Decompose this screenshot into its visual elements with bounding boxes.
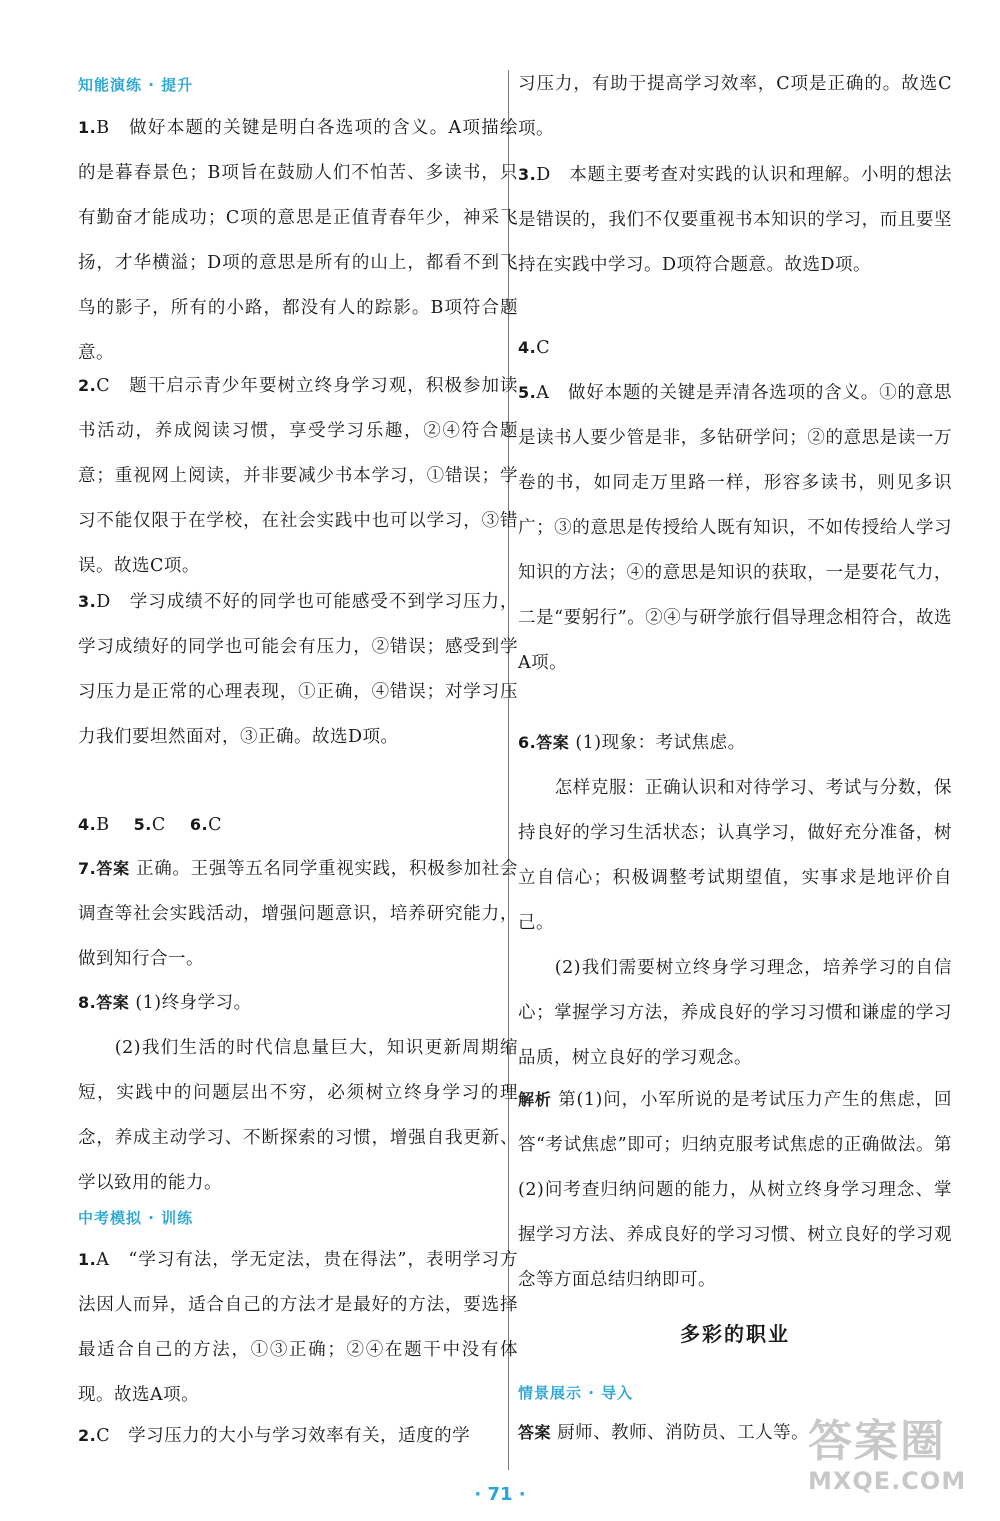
- analysis-text: 第(1)问，小军所说的是考试压力产生的焦虑，回答“考试焦虑”即可；归纳克服考试焦虑的正确做法。第(2)问考查归纳问题的能力，从树立终身学习理念、掌握学习方法、养成良好的学习习惯、树立良好的学习观念等方面总结归纳即可。: [518, 1090, 952, 1290]
- mock-answer-2-continued: 习压力，有助于提高学习效率，C项是正确的。故选C项。: [518, 74, 952, 139]
- mock-answer-4: [518, 325, 952, 371]
- answer-text: 厨师、教师、消防员、工人等。: [557, 1423, 810, 1443]
- answer-3: [78, 579, 518, 760]
- answer-paragraph: (2)我们生活的时代信息量巨大，知识更新周期缩短，实践中的问题层出不穷，必须树立终身学习的理念，养成主动学习、不断探索的习惯，增强自我更新、学以致用的能力。: [78, 1038, 518, 1193]
- analysis: [518, 1077, 952, 1303]
- mock-answer-5: [518, 370, 952, 686]
- mock-answer-6: [518, 720, 952, 1081]
- question-number: 6.: [189, 815, 209, 834]
- mock-answer-3: [518, 152, 952, 288]
- question-number: 3.: [78, 592, 97, 611]
- answer-8: [78, 980, 518, 1206]
- answer-text: D 学习成绩不好的同学也可能感受不到学习压力，学习成绩好的同学也可能会有压力，②错误；感受到学习压力是正常的心理表现，①正确，④错误；对学习压力我们要坦然面对，③正确。故选D项。: [78, 592, 518, 747]
- section-title-scenario: 情景展示 · 导入: [518, 1384, 634, 1402]
- answer-paragraph: 怎样克服：正确认识和对待学习、考试与分数，保持良好的学习生活状态；认真学习，做好充分准备，树立自信心；积极调整考试期望值，实事求是地评价自己。: [518, 778, 952, 933]
- page-number: · 71 ·: [474, 1484, 526, 1505]
- answer-2: [78, 363, 518, 589]
- answer-text: (1)现象：考试焦虑。: [575, 733, 746, 753]
- answer-text: C: [208, 815, 222, 835]
- question-number: 7.: [78, 859, 97, 878]
- answer-text: 正确。王强等五名同学重视实践，积极参加社会调查等社会实践活动，增强问题意识，培养研究能力，做到知行合一。: [78, 859, 518, 969]
- question-number: 4.: [78, 815, 97, 834]
- answer-text: B: [96, 815, 110, 835]
- question-number: 4.: [518, 338, 537, 357]
- question-number: 1.: [78, 1250, 97, 1269]
- watermark-logo: [808, 1417, 978, 1507]
- answer-text: C 学习压力的大小与学习效率有关，适度的学: [96, 1426, 471, 1446]
- answer-1: [78, 105, 518, 376]
- section-title-practice: 知能演练 · 提升: [78, 76, 194, 94]
- answer-tag: 答案: [96, 993, 130, 1012]
- question-number: 3.: [518, 165, 537, 184]
- answer-paragraph: (2)我们需要树立终身学习理念，培养学习的自信心；掌握学习方法，养成良好的学习习惯和谦虚的学习品质，树立良好的学习观念。: [518, 958, 952, 1068]
- question-number: 2.: [78, 376, 97, 395]
- answer-text: C: [151, 815, 166, 835]
- lesson-heading: 多彩的职业: [680, 1322, 790, 1346]
- answer-text: D 本题主要考查对实践的认识和理解。小明的想法是错误的，我们不仅要重视书本知识的学习，而且要坚持在实践中学习。D项符合题意。故选D项。: [518, 165, 952, 275]
- question-number: 6.: [518, 733, 537, 752]
- answer-text: C: [536, 338, 551, 358]
- answers-4-5-6: [78, 802, 518, 848]
- question-number: 8.: [78, 993, 97, 1012]
- answer-tag: 答案: [96, 859, 130, 878]
- watermark-text: 答案圈: [808, 1416, 946, 1467]
- answer-7: [78, 846, 518, 982]
- answer-text: A 做好本题的关键是弄清各选项的含义。①的意思是读书人要少管是非，多钻研学问；②的意思是读一万卷的书，如同走万里路一样，形容多读书，则见多识广；③的意思是传授给人既有知识，不如传授给人学习知识的方法；④的意思是知识的获取，一是要花气力，二是“要躬行”。②④与研学旅行倡导理念相符合，故选A项。: [518, 383, 952, 673]
- answer-tag: 答案: [536, 733, 570, 752]
- section-title-mock: 中考模拟 · 训练: [78, 1209, 194, 1227]
- mock-answer-2: [78, 1413, 518, 1459]
- answer-text: (1)终身学习。: [135, 993, 252, 1013]
- question-number: 2.: [78, 1426, 97, 1445]
- answer-text: B 做好本题的关键是明白各选项的含义。A项描绘的是暮春景色；B项旨在鼓励人们不怕苦、多读书，只有勤奋才能成功；C项的意思是正值青春年少，神采飞扬，才华横溢；D项的意思是所有的山上，都看不到飞鸟的影子，所有的小路，都没有人的踪影。B项符合题意。: [78, 118, 518, 363]
- watermark-url: MXQE.COM: [808, 1467, 967, 1495]
- answer-text: A “学习有法，学无定法，贵在得法”，表明学习方法因人而异，适合自己的方法才是最好的方法，要选择最适合自己的方法，①③正确；②④在题干中没有体现。故选A项。: [78, 1250, 518, 1405]
- question-number: 1.: [78, 118, 97, 137]
- answer-text: C 题干启示青少年要树立终身学习观，积极参加读书活动，养成阅读习惯，享受学习乐趣，②④符合题意；重视网上阅读，并非要减少书本学习，①错误；学习不能仅限于在学校，在社会实践中也可以学习，③错误。故选C项。: [78, 376, 518, 576]
- question-number: 5.: [133, 815, 152, 834]
- mock-answer-1: [78, 1237, 518, 1418]
- analysis-tag: 解析: [518, 1090, 552, 1109]
- answer-tag: 答案: [518, 1423, 552, 1442]
- question-number: 5.: [518, 383, 537, 402]
